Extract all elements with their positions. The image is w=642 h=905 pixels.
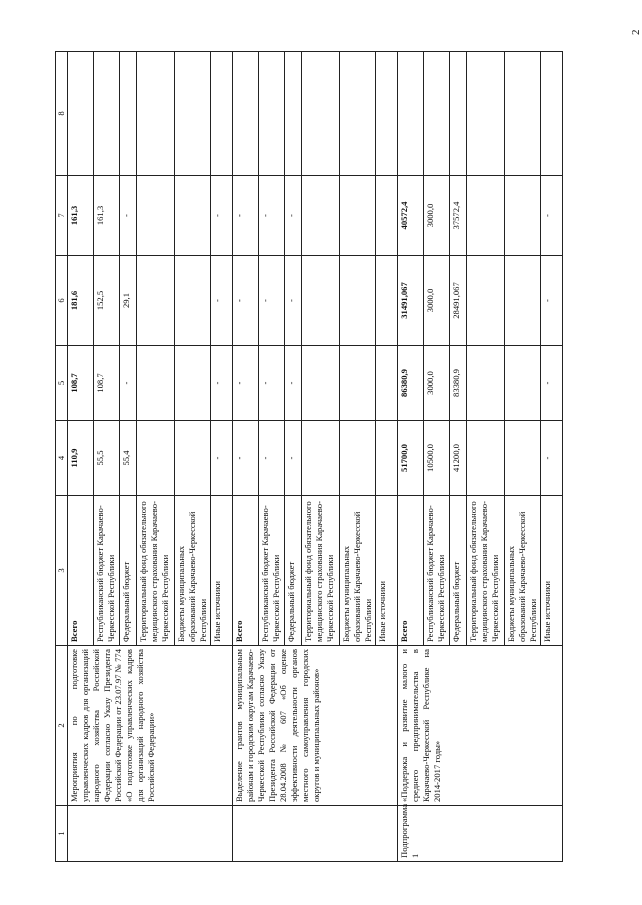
value-2017-cell: -	[233, 176, 259, 256]
value-2014-cell: -	[541, 421, 563, 496]
financing-table	[55, 51, 563, 862]
value-2014-cell: 55,5	[94, 421, 120, 496]
col-num-1: 1	[56, 806, 68, 862]
value-2017-cell: -	[285, 176, 302, 256]
table-body	[68, 52, 563, 862]
col-num-4: 4	[56, 421, 68, 496]
value-2016-cell	[467, 256, 505, 346]
page-number: 2	[630, 29, 642, 35]
value-2016-cell	[376, 256, 398, 346]
value-col8-cell	[233, 52, 259, 176]
value-2015-cell: -	[259, 346, 285, 421]
value-col8-cell	[376, 52, 398, 176]
value-2014-cell: -	[211, 421, 233, 496]
value-2015-cell	[376, 346, 398, 421]
value-col8-cell	[505, 52, 541, 176]
value-2015-cell	[467, 346, 505, 421]
program-name-cell: Выделение грантов муниципальным районам и городским округам Карачаево-Черкесской Республики согласно Указу Президента Российской Федерации от 28.04.2008 № 607 «Об оценке эффективности деятельности органов местного самоуправления городских округов и муниципальных районов»	[233, 646, 398, 806]
funding-source-cell: Федеральный бюджет	[450, 496, 467, 646]
value-2016-cell	[340, 256, 376, 346]
funding-source-cell: Республиканский бюджет Карачаево-Черкесской Республики	[424, 496, 450, 646]
value-2014-cell: -	[285, 421, 302, 496]
funding-source-cell: Всего	[68, 496, 94, 646]
value-2014-cell	[175, 421, 211, 496]
value-col8-cell	[424, 52, 450, 176]
value-2015-cell: -	[285, 346, 302, 421]
funding-source-cell: Иные источники	[376, 496, 398, 646]
value-2017-cell	[137, 176, 175, 256]
value-2016-cell	[137, 256, 175, 346]
value-col8-cell	[94, 52, 120, 176]
table-row	[233, 52, 259, 862]
funding-source-cell: Территориальный фонд обязательного медицинского страхования Карачаево-Черкесской Республики	[467, 496, 505, 646]
value-2015-cell	[137, 346, 175, 421]
value-2015-cell: 108,7	[68, 346, 94, 421]
value-col8-cell	[302, 52, 340, 176]
value-col8-cell	[175, 52, 211, 176]
value-2017-cell	[505, 176, 541, 256]
value-2017-cell	[340, 176, 376, 256]
col-num-2: 2	[56, 646, 68, 806]
value-2014-cell: 55,4	[120, 421, 137, 496]
program-code-cell	[233, 806, 398, 862]
value-2015-cell	[340, 346, 376, 421]
value-col8-cell	[68, 52, 94, 176]
value-2016-cell: 29,1	[120, 256, 137, 346]
funding-source-cell: Федеральный бюджет	[120, 496, 137, 646]
value-col8-cell	[120, 52, 137, 176]
value-col8-cell	[259, 52, 285, 176]
col-num-7: 7	[56, 176, 68, 256]
value-2017-cell: 161,3	[94, 176, 120, 256]
value-2014-cell: 51700,0	[398, 421, 424, 496]
value-2017-cell: 40572,4	[398, 176, 424, 256]
value-2016-cell: 28491,067	[450, 256, 467, 346]
value-2016-cell	[505, 256, 541, 346]
value-2016-cell	[175, 256, 211, 346]
value-2016-cell: -	[211, 256, 233, 346]
funding-source-cell: Всего	[233, 496, 259, 646]
funding-source-cell: Иные источники	[541, 496, 563, 646]
rotated-table-sheet	[55, 52, 640, 862]
value-2017-cell: 161,3	[68, 176, 94, 256]
value-2015-cell: 83380,9	[450, 346, 467, 421]
value-2017-cell	[302, 176, 340, 256]
value-2014-cell	[302, 421, 340, 496]
col-num-8: 8	[56, 52, 68, 176]
funding-source-cell: Республиканский бюджет Карачаево-Черкесской Республики	[259, 496, 285, 646]
program-code-cell	[68, 806, 233, 862]
value-2014-cell: 110,9	[68, 421, 94, 496]
value-2017-cell: -	[211, 176, 233, 256]
program-name-cell: Мероприятия по подготовке управленческих кадров для организаций народного хозяйства Российской Федерации согласно Указу Президента Российской Федерации от 23.07.97 № 774 «О подготовке управленческих кадров для организаций народного хозяйства Российской Федерации»	[68, 646, 233, 806]
value-col8-cell	[340, 52, 376, 176]
value-2015-cell: -	[233, 346, 259, 421]
value-2014-cell: -	[259, 421, 285, 496]
funding-source-cell: Республиканский бюджет Карачаево-Черкесской Республики	[94, 496, 120, 646]
col-num-3: 3	[56, 496, 68, 646]
value-2016-cell: -	[259, 256, 285, 346]
value-2014-cell	[467, 421, 505, 496]
value-2016-cell: 181,6	[68, 256, 94, 346]
column-number-row	[56, 52, 68, 862]
table-row	[398, 52, 424, 862]
value-2014-cell	[505, 421, 541, 496]
value-2017-cell: -	[259, 176, 285, 256]
col-num-5: 5	[56, 346, 68, 421]
value-2014-cell: -	[233, 421, 259, 496]
funding-source-cell: Территориальный фонд обязательного медицинского страхования Карачаево-Черкесской Республики	[302, 496, 340, 646]
value-2017-cell	[467, 176, 505, 256]
value-2014-cell: 41200,0	[450, 421, 467, 496]
value-2016-cell: -	[541, 256, 563, 346]
funding-source-cell: Федеральный бюджет	[285, 496, 302, 646]
value-2017-cell: -	[120, 176, 137, 256]
program-code-cell: Подпрограмма 1	[398, 806, 563, 862]
value-col8-cell	[398, 52, 424, 176]
value-2015-cell: -	[541, 346, 563, 421]
value-2017-cell: 37572,4	[450, 176, 467, 256]
value-2016-cell: 31491,067	[398, 256, 424, 346]
value-col8-cell	[211, 52, 233, 176]
value-2014-cell	[340, 421, 376, 496]
value-2015-cell: -	[120, 346, 137, 421]
value-2014-cell	[137, 421, 175, 496]
funding-source-cell: Бюджеты муниципальных образований Карачаево-Черкесской Республики	[175, 496, 211, 646]
value-col8-cell	[541, 52, 563, 176]
value-2015-cell: 108,7	[94, 346, 120, 421]
value-2017-cell: 3000,0	[424, 176, 450, 256]
value-2016-cell: -	[285, 256, 302, 346]
funding-source-cell: Иные источники	[211, 496, 233, 646]
value-2016-cell: 3000,0	[424, 256, 450, 346]
value-2017-cell	[376, 176, 398, 256]
value-col8-cell	[450, 52, 467, 176]
funding-source-cell: Территориальный фонд обязательного медицинского страхования Карачаево-Черкесской Республики	[137, 496, 175, 646]
value-2015-cell	[175, 346, 211, 421]
value-2016-cell	[302, 256, 340, 346]
program-name-cell: «Поддержка и развитие малого и среднего предпринимательства в Карачаево-Черкесской Республике на 2014-2017 годы»	[398, 646, 563, 806]
value-col8-cell	[137, 52, 175, 176]
value-2015-cell: -	[211, 346, 233, 421]
value-2015-cell: 3000,0	[424, 346, 450, 421]
table-row	[68, 52, 94, 862]
value-col8-cell	[467, 52, 505, 176]
value-2014-cell	[376, 421, 398, 496]
value-col8-cell	[285, 52, 302, 176]
value-2014-cell: 10500,0	[424, 421, 450, 496]
value-2017-cell	[175, 176, 211, 256]
value-2016-cell: 152,5	[94, 256, 120, 346]
funding-source-cell: Всего	[398, 496, 424, 646]
value-2015-cell: 86380,9	[398, 346, 424, 421]
col-num-6: 6	[56, 256, 68, 346]
funding-source-cell: Бюджеты муниципальных образований Карачаево-Черкесской Республики	[340, 496, 376, 646]
value-2017-cell: -	[541, 176, 563, 256]
funding-source-cell: Бюджеты муниципальных образований Карачаево-Черкесской Республики	[505, 496, 541, 646]
value-2015-cell	[505, 346, 541, 421]
value-2016-cell: -	[233, 256, 259, 346]
value-2015-cell	[302, 346, 340, 421]
